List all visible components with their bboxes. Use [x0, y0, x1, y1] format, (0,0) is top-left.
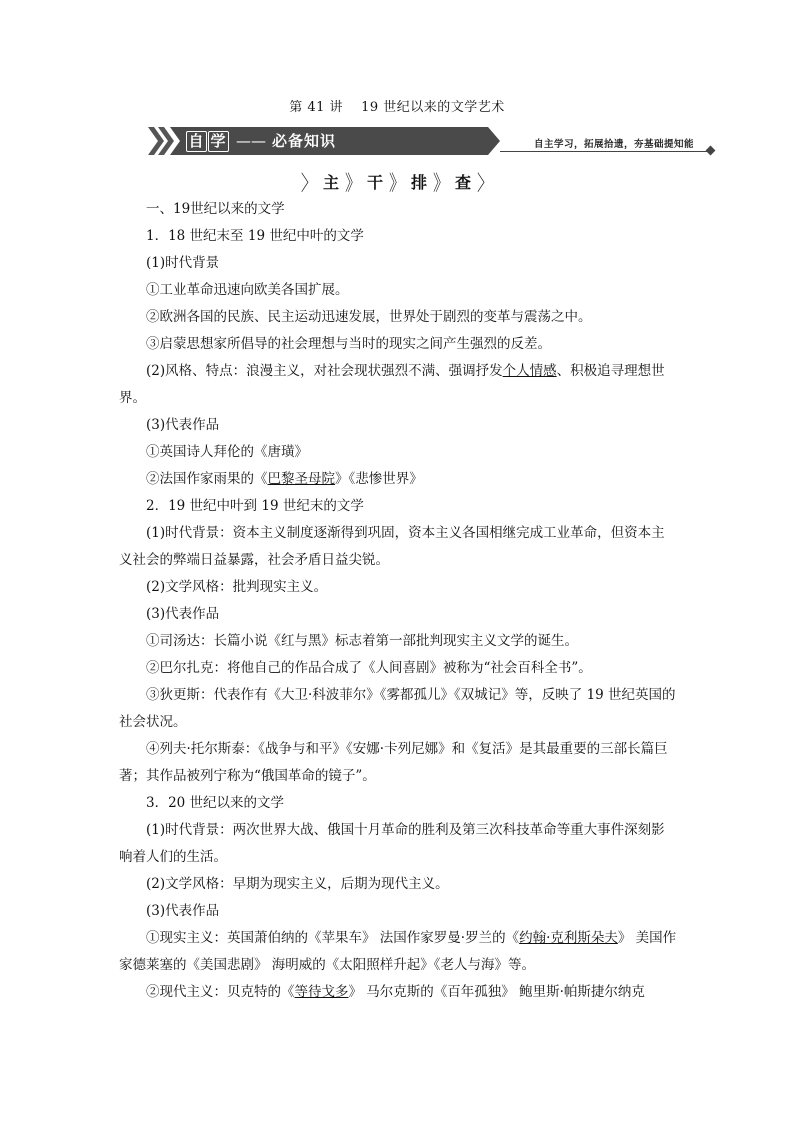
- paragraph: ①司汤达：长篇小说《红与黑》标志着第一部批判现实主义文学的诞生。: [146, 633, 578, 649]
- lecture-number: 第 41 讲: [289, 100, 344, 115]
- section-heading: 2．19 世纪中叶到 19 世纪末的文学: [146, 498, 364, 514]
- document-body: [119, 196, 677, 1006]
- paragraph: (1)时代背景：资本主义制度逐渐得到巩固，资本主义各国相继完成工业革命，但资本主义社会的弊端日益暴露，社会矛盾日益尖锐。: [119, 525, 665, 568]
- subhead-char: 干: [366, 173, 383, 192]
- banner-dash: ——: [236, 132, 266, 150]
- underlined-term: 等待戈多: [294, 984, 349, 1000]
- chevron-right-icon: 〉: [477, 170, 494, 196]
- banner-char-2: 学: [208, 131, 229, 152]
- diamond-icon: [706, 146, 716, 156]
- chevron-right-icon: 》: [388, 170, 405, 196]
- paragraph: (2)文学风格：早期为现实主义，后期为现代主义。: [146, 876, 449, 892]
- banner-label: [186, 131, 336, 151]
- underlined-term: 约翰·克利斯朵夫: [519, 930, 618, 946]
- subhead-char: 主: [322, 173, 339, 192]
- text-run: 》 马尔克斯的《百年孤独》 鲍里斯·帕斯捷尔纳克: [348, 984, 645, 1000]
- section-heading: 1．18 世纪末至 19 世纪中叶的文学: [146, 228, 364, 244]
- paragraph: (3)代表作品: [146, 903, 220, 919]
- banner-title: 必备知识: [272, 132, 337, 150]
- underlined-term: 巴黎圣母院: [267, 471, 335, 487]
- paragraph: ②欧洲各国的民族、民主运动迅速发展，世界处于剧烈的变革与震荡之中。: [146, 309, 592, 325]
- subsection-heading: [0, 170, 794, 196]
- chevron-right-icon: 》: [344, 170, 361, 196]
- paragraph: [119, 358, 677, 412]
- chevron-right-icon: 》: [433, 170, 450, 196]
- section-heading: 3．20 世纪以来的文学: [146, 795, 285, 811]
- banner-slogan: 自主学习，拓展拾遗，夯基础提知能: [533, 139, 694, 150]
- subhead-char: 查: [455, 173, 472, 192]
- paragraph: [119, 979, 677, 1006]
- lecture-topic: 19 世纪以来的文学艺术: [361, 100, 505, 115]
- paragraph: (1)时代背景: [146, 255, 220, 271]
- paragraph: (1)时代背景：两次世界大战、俄国十月革命的胜利及第三次科技革命等重大事件深刻影响着人们的生活。: [119, 822, 665, 865]
- text-run: ①现实主义：英国萧伯纳的《苹果车》 法国作家罗曼·罗兰的《: [146, 930, 520, 946]
- paragraph: [119, 466, 677, 493]
- banner-char-1: 自: [186, 131, 207, 152]
- banner-rule: [500, 151, 710, 152]
- paragraph: (3)代表作品: [146, 417, 220, 433]
- underlined-term: 个人情感: [502, 363, 557, 379]
- paragraph: ④列夫·托尔斯泰：《战争与和平》《安娜·卡列尼娜》和《复活》是其最重要的三部长篇巨著；其作品被列宁称为“俄国革命的镜子”。: [119, 741, 668, 784]
- page-title: [0, 96, 794, 115]
- paragraph: ①工业革命迅速向欧美各国扩展。: [146, 282, 349, 298]
- paragraph: ①英国诗人拜伦的《唐璜》: [146, 444, 308, 460]
- text-run: 、积极追寻理想世界。: [119, 363, 665, 406]
- text-run: ②法国作家雨果的《: [146, 471, 268, 487]
- text-run: 》《悲惨世界》: [335, 471, 423, 487]
- text-run: 》 美国作家德莱塞的《美国悲剧》 海明威的《太阳照样升起》《老人与海》等。: [119, 930, 677, 973]
- paragraph: [119, 925, 677, 979]
- section-banner: [148, 127, 710, 155]
- paragraph: ②巴尔扎克：将他自己的作品合成了《人间喜剧》被称为“社会百科全书”。: [146, 660, 592, 676]
- paragraph: (3)代表作品: [146, 606, 220, 622]
- text-run: (2)风格、特点：浪漫主义，对社会现状强烈不满、强调抒发: [146, 363, 503, 379]
- paragraph: (2)文学风格：批判现实主义。: [146, 579, 328, 595]
- chevron-right-icon: 〉: [300, 170, 317, 196]
- heading-1: 一、19世纪以来的文学: [146, 201, 285, 217]
- subhead-char: 排: [411, 173, 428, 192]
- paragraph: ③狄更斯：代表作有《大卫·科波菲尔》《雾都孤儿》《双城记》等，反映了 19 世纪英国的社会状况。: [119, 687, 676, 730]
- paragraph: ③启蒙思想家所倡导的社会理想与当时的现实之间产生强烈的反差。: [146, 336, 551, 352]
- text-run: ②现代主义：贝克特的《: [146, 984, 295, 1000]
